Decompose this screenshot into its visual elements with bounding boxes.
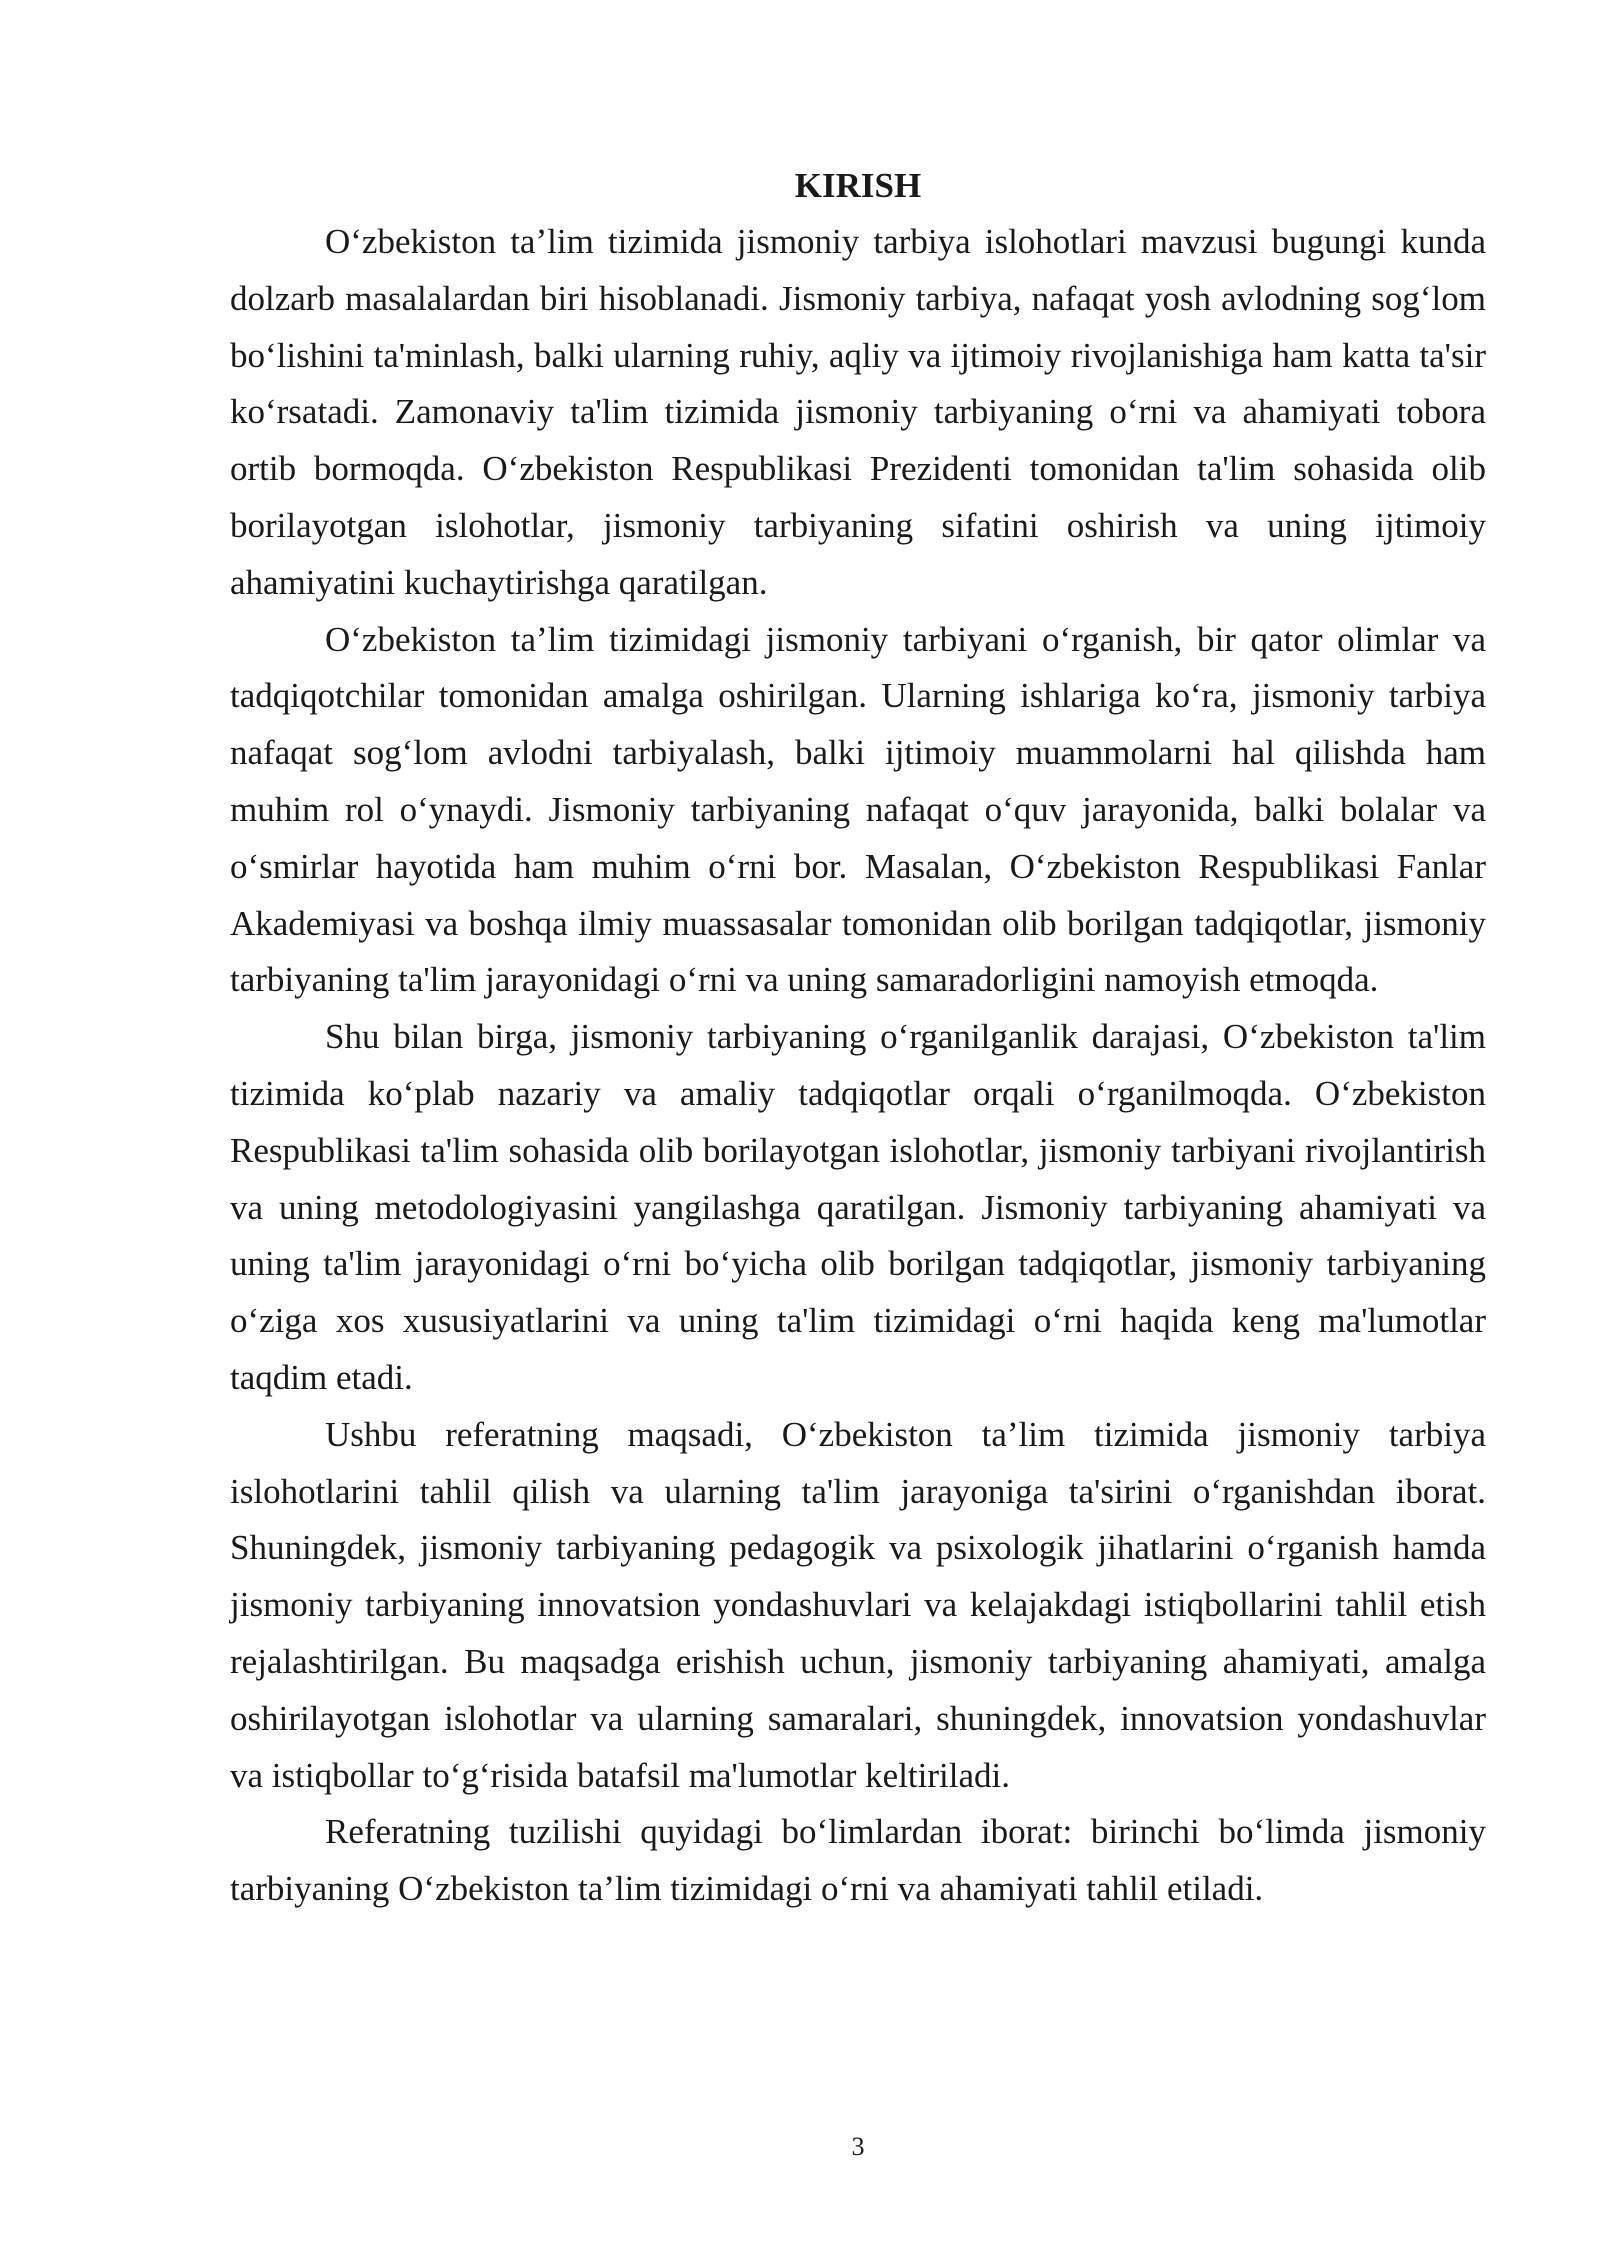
section-title: KIRISH xyxy=(794,166,922,205)
paragraph-5: Referatning tuzilishi quyidagi boʻlimlardan iborat: birinchi boʻlimda jismoniy tarbiyaning Oʻzbekiston taʼlim tizimidagi oʻrni va ahamiyati tahlil etiladi. xyxy=(230,1812,1486,1909)
paragraph-3: Shu bilan birga, jismoniy tarbiyaning oʻrganilganlik darajasi, Oʻzbekiston ta'lim tizimida koʻplab nazariy va amaliy tadqiqotlar orqali oʻrganilmoqda. Oʻzbekiston Respublikasi ta'lim sohasida olib borilayotgan islohotlar, jismoniy tarbiyani rivojlantirish va uning metodologiyasini yangilashga qaratilgan. Jismoniy tarbiyaning ahamiyati va uning ta'lim jarayonidagi oʻrni boʻyicha olib borilgan tadqiqotlar, jismoniy tarbiyaning oʻziga xos xususiyatlarini va uning ta'lim tizimidagi oʻrni haqida keng ma'lumotlar taqdim etadi. xyxy=(230,1017,1486,1397)
paragraph-2: Oʻzbekiston taʼlim tizimidagi jismoniy tarbiyani oʻrganish, bir qator olimlar va tadqiqotchilar tomonidan amalga oshirilgan. Ularning ishlariga koʻra, jismoniy tarbiya nafaqat sogʻlom avlodni tarbiyalash, balki ijtimoiy muammolarni hal qilishda ham muhim rol oʻynaydi. Jismoniy tarbiyaning nafaqat oʻquv jarayonida, balki bolalar va oʻsmirlar hayotida ham muhim oʻrni bor. Masalan, Oʻzbekiston Respublikasi Fanlar Akademiyasi va boshqa ilmiy muassasalar tomonidan olib borilgan tadqiqotlar, jismoniy tarbiyaning ta'lim jarayonidagi oʻrni va uning samaradorligini namoyish etmoqda. xyxy=(230,619,1486,1000)
page-content xyxy=(230,158,1486,1918)
page-number: 3 xyxy=(851,2132,865,2161)
paragraph-1: Oʻzbekiston taʼlim tizimida jismoniy tarbiya islohotlari mavzusi bugungi kunda dolzarb masalalardan biri hisoblanadi. Jismoniy tarbiya, nafaqat yosh avlodning sogʻlom boʻlishini ta'minlash, balki ularning ruhiy, aqliy va ijtimoiy rivojlanishiga ham katta ta'sir koʻrsatadi. Zamonaviy ta'lim tizimida jismoniy tarbiyaning oʻrni va ahamiyati tobora ortib bormoqda. Oʻzbekiston Respublikasi Prezidenti tomonidan ta'lim sohasida olib borilayotgan islohotlar, jismoniy tarbiyaning sifatini oshirish va uning ijtimoiy ahamiyatini kuchaytirishga qaratilgan. xyxy=(230,222,1486,602)
paragraph-4: Ushbu referatning maqsadi, Oʻzbekiston taʼlim tizimida jismoniy tarbiya islohotlarini tahlil qilish va ularning ta'lim jarayoniga ta'sirini oʻrganishdan iborat. Shuningdek, jismoniy tarbiyaning pedagogik va psixologik jihatlarini oʻrganish hamda jismoniy tarbiyaning innovatsion yondashuvlari va kelajakdagi istiqbollarini tahlil etish rejalashtirilgan. Bu maqsadga erishish uchun, jismoniy tarbiyaning ahamiyati, amalga oshirilayotgan islohotlar va ularning samaralari, shuningdek, innovatsion yondashuvlar va istiqbollar toʻgʻrisida batafsil ma'lumotlar keltiriladi. xyxy=(230,1414,1486,1795)
